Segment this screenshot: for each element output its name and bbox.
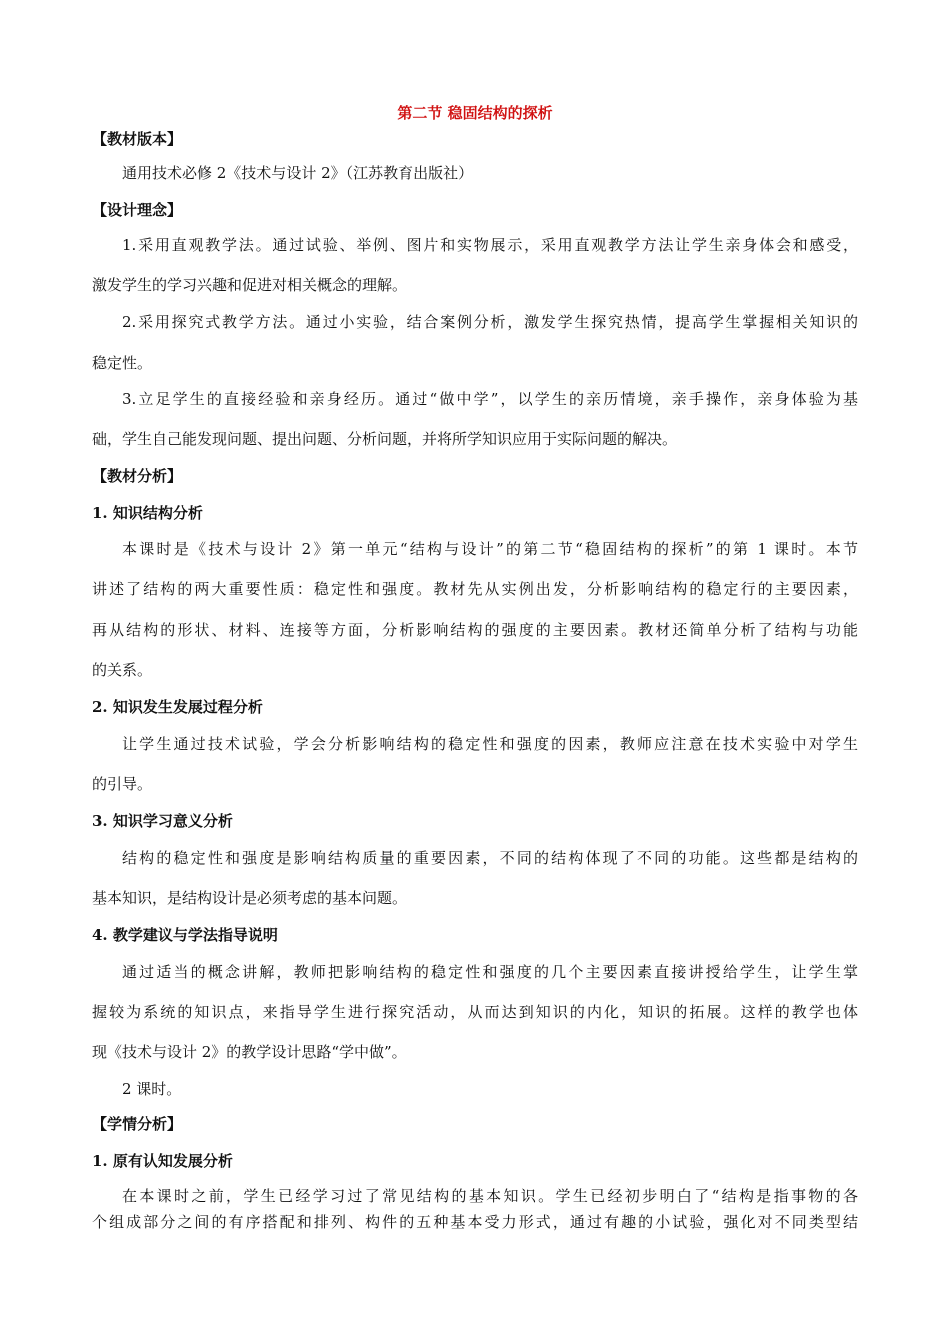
section-4-line: 通过适当的概念讲解，教师把影响结构的稳定性和强度的几个主要因素直接讲授给学生，让学生掌 — [122, 963, 858, 981]
section-4-line: 现《技术与设计 2》的教学设计思路“学中做”。 — [92, 1043, 407, 1061]
concept-line: 稳定性。 — [92, 354, 153, 372]
concept-line: 1.采用直观教学法。通过试验、举例、图片和实物展示，采用直观教学方法让学生亲身体会和感受， — [122, 236, 858, 254]
concept-line: 3.立足学生的直接经验和亲身经历。通过“做中学”，以学生的亲历情境，亲手操作，亲身体验为基 — [122, 390, 858, 408]
section-2-title: 2. 知识发生发展过程分析 — [92, 698, 263, 716]
heading-edition: 【教材版本】 — [92, 130, 183, 148]
section-1-line: 讲述了结构的两大重要性质：稳定性和强度。教材先从实例出发，分析影响结构的稳定行的主要因素， — [92, 580, 858, 598]
concept-line: 激发学生的学习兴趣和促进对相关概念的理解。 — [92, 276, 408, 294]
section-3-line: 基本知识，是结构设计是必须考虑的基本问题。 — [92, 889, 408, 907]
section-3-line: 结构的稳定性和强度是影响结构质量的重要因素，不同的结构体现了不同的功能。这些都是结构的 — [122, 849, 858, 867]
learner-1-line: 个组成部分之间的有序搭配和排列、构件的五种基本受力形式，通过有趣的小试验，强化对不同类型结 — [92, 1213, 858, 1231]
section-2-line: 让学生通过技术试验，学会分析影响结构的稳定性和强度的因素，教师应注意在技术实验中对学生 — [122, 735, 858, 753]
concept-line: 础，学生自己能发现问题、提出问题、分析问题，并将所学知识应用于实际问题的解决。 — [92, 430, 678, 448]
section-4-line: 握较为系统的知识点，来指导学生进行探究活动，从而达到知识的内化，知识的拓展。这样的教学也体 — [92, 1003, 858, 1021]
learner-1-title: 1. 原有认知发展分析 — [92, 1152, 233, 1170]
edition-text: 通用技术必修 2《技术与设计 2》（江苏教育出版社） — [122, 164, 474, 182]
section-1-title: 1. 知识结构分析 — [92, 504, 203, 522]
section-1-line: 再从结构的形状、材料、连接等方面，分析影响结构的强度的主要因素。教材还简单分析了结构与功能 — [92, 621, 858, 639]
page-title: 第二节 稳固结构的探析 — [397, 104, 553, 122]
learner-1-line: 在本课时之前，学生已经学习过了常见结构的基本知识。学生已经初步明白了“结构是指事物的各 — [122, 1187, 858, 1205]
heading-learner: 【学情分析】 — [92, 1115, 183, 1133]
section-2-line: 的引导。 — [92, 775, 153, 793]
section-1-line: 的关系。 — [92, 661, 153, 679]
section-3-title: 3. 知识学习意义分析 — [92, 812, 233, 830]
heading-analysis: 【教材分析】 — [92, 467, 183, 485]
heading-concept: 【设计理念】 — [92, 201, 183, 219]
concept-line: 2.采用探究式教学方法。通过小实验，结合案例分析，激发学生探究热情，提高学生掌握相关知识的 — [122, 313, 858, 331]
section-1-line: 本课时是《技术与设计 2》第一单元“结构与设计”的第二节“稳固结构的探析”的第 1 课时。本节 — [122, 540, 858, 558]
section-4-title: 4. 教学建议与学法指导说明 — [92, 926, 278, 944]
hours-text: 2 课时。 — [122, 1080, 182, 1098]
